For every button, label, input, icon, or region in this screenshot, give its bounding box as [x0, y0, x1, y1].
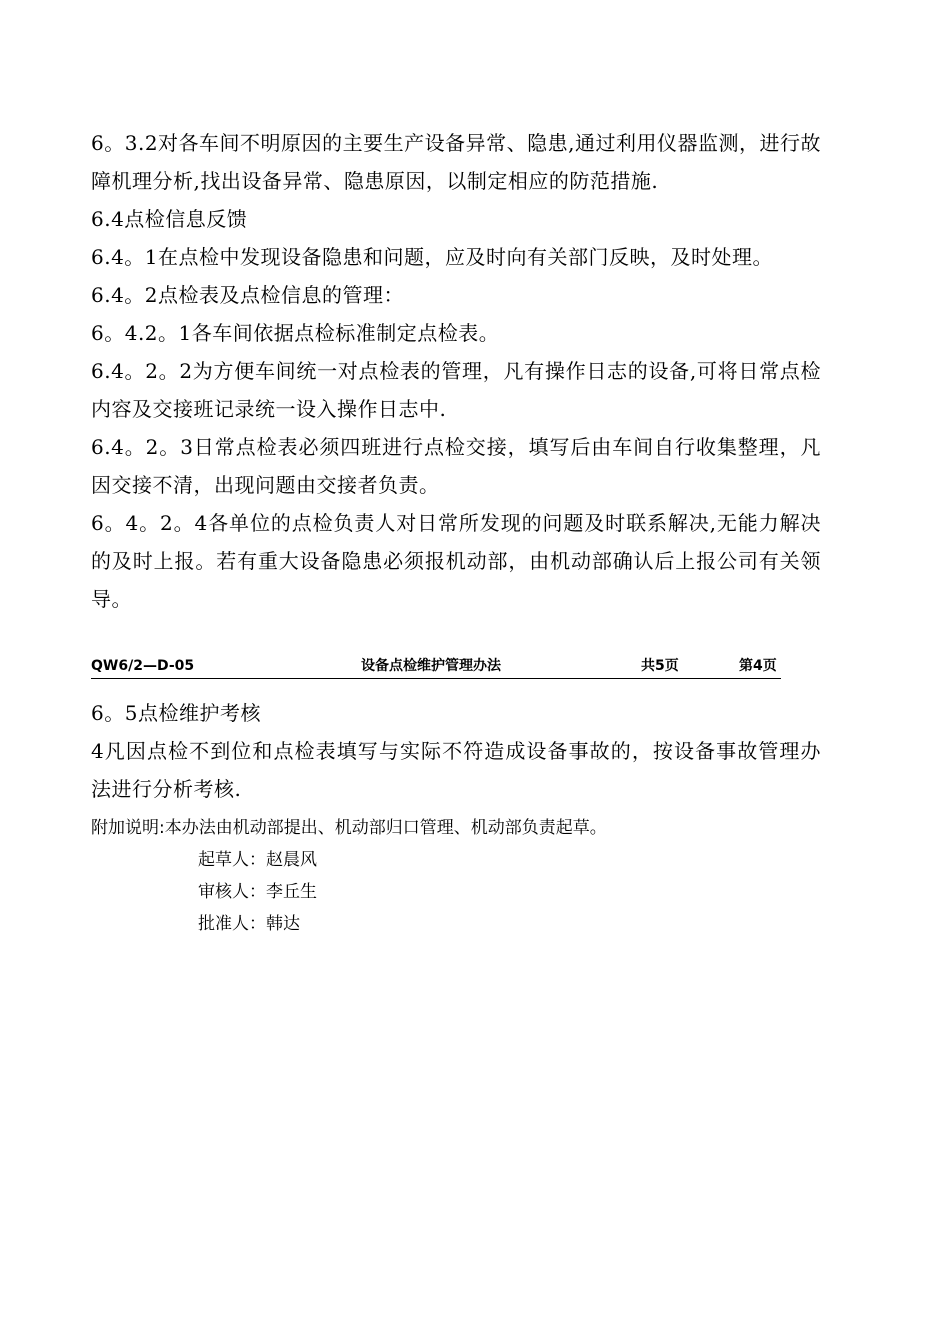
heading-6-5: 6。5点检维护考核 — [91, 701, 261, 725]
paragraph-6-4-2-3: 6.4。2。3日常点检表必须四班进行点检交接，填写后由车间自行收集整理，凡因交接不清，出现问题由交接者负责。 — [91, 435, 821, 497]
paragraph-6-3-2: 6。3.2对各车间不明原因的主要生产设备异常、隐患,通过利用仪器监测，进行故障机理分析,找出设备异常、隐患原因，以制定相应的防范措施. — [91, 131, 821, 193]
reviewer-line: 审核人：李丘生 — [198, 882, 317, 902]
appendix-section — [91, 812, 791, 940]
body-text-top — [91, 124, 821, 618]
paragraph-6-4-2-2: 6.4。2。2为方便车间统一对点检表的管理，凡有操作日志的设备,可将日常点检内容及交接班记录统一设入操作日志中. — [91, 359, 821, 421]
page-footer — [91, 656, 781, 679]
paragraph-6-4-2-4: 6。4。2。4各单位的点检负责人对日常所发现的问题及时联系解决,无能力解决的及时上报。若有重大设备隐患必须报机动部，由机动部确认后上报公司有关领导。 — [91, 511, 821, 611]
drafter-line: 起草人：赵晨风 — [198, 850, 317, 870]
paragraph-6-4-1: 6.4。1在点检中发现设备隐患和问题，应及时向有关部门反映，及时处理。 — [91, 245, 774, 269]
appendix-note: 附加说明:本办法由机动部提出、机动部归口管理、机动部负责起草。 — [91, 818, 607, 838]
paragraph-6-4-2-1: 6。4.2。1各车间依据点检标准制定点检表。 — [91, 321, 500, 345]
body-text-bottom — [91, 694, 821, 808]
total-pages: 共5页 — [641, 658, 679, 674]
document-title: 设备点检维护管理办法 — [361, 658, 501, 674]
approver-line: 批准人：韩达 — [198, 914, 300, 934]
document-code: QW6/2—D-05 — [91, 658, 195, 674]
paragraph-6-4-2: 6.4。2点检表及点检信息的管理： — [91, 283, 405, 307]
heading-6-4: 6.4点检信息反馈 — [91, 207, 248, 231]
page-number: 第4页 — [739, 658, 777, 674]
paragraph-assessment: 4凡因点检不到位和点检表填写与实际不符造成设备事故的，按设备事故管理办法进行分析考核. — [91, 739, 821, 801]
